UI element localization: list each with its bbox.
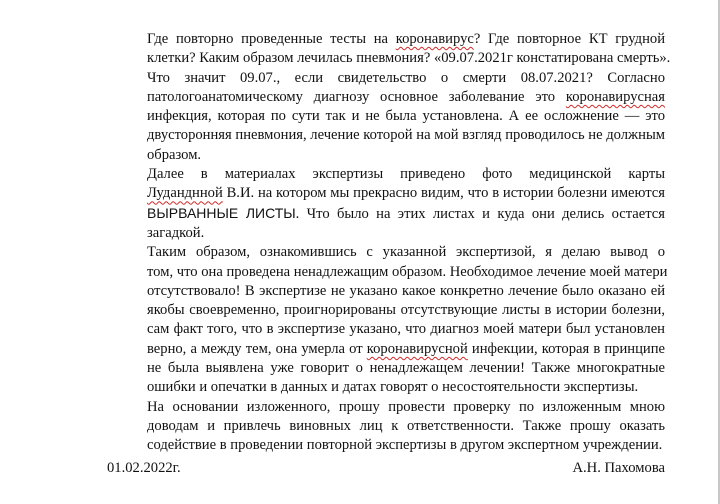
text-segment: инфекции, которая в принципе <box>467 340 666 357</box>
text-segment: образом. <box>147 146 202 163</box>
text-line <box>107 204 665 224</box>
text-line <box>107 398 665 417</box>
text-segment: содействие в проведении повторной экспертизы в другом экспертном учреждении. <box>147 437 663 454</box>
text-line <box>107 243 665 262</box>
text-line <box>107 184 665 203</box>
text-segment: патологоанатомическому диагнозу основное заболевание это <box>147 88 566 105</box>
paragraph <box>107 398 665 456</box>
text-line <box>107 69 665 88</box>
paragraph <box>107 30 671 165</box>
paragraph <box>107 243 668 397</box>
text-segment: не была выявлена уже говорит о ненадлежащем лечении! Также многократные <box>147 360 665 377</box>
spellcheck-flagged-word: Луданднной <box>147 185 223 202</box>
text-line <box>107 107 665 126</box>
text-line <box>107 224 665 243</box>
text-segment: отсутствовало! В экспертизе не указано какое конкретно лечение было оказано ей <box>147 282 665 299</box>
emphasized-text: ВЫРВАННЫЕ ЛИСТЫ <box>147 204 296 221</box>
text-segment: Таким образом, ознакомившись с указанной экспертизой, я делаю вывод о <box>147 244 665 261</box>
text-segment: Где повторно проведенные тесты на <box>147 31 396 47</box>
text-segment: На основании изложенного, прошу провести проверку по изложенным мною <box>147 398 665 415</box>
text-line <box>107 88 665 107</box>
text-segment: клетки? Каким образом лечилась пневмония? «09.07.2021г констатирована смерть». <box>147 50 671 67</box>
signature-name: А.Н. Пахомова <box>572 460 665 476</box>
document-date: 01.02.2022г. <box>107 460 181 476</box>
spellcheck-flagged-word: коронавирус <box>395 31 474 47</box>
text-line <box>107 49 671 68</box>
text-segment: доводам и привлечь виновных лиц к ответственности. Также прошу оказать <box>147 417 665 434</box>
text-segment: якобы своевременно, проигнорированы отсутствующие листы в истории болезни, <box>147 302 665 319</box>
text-line <box>107 320 665 339</box>
text-segment: Далее в материалах экспертизы приведено фото медицинской карты <box>147 166 665 183</box>
text-segment: двусторонняя пневмония, лечение которой на мой взгляд проводилось не должным <box>147 127 665 144</box>
text-line <box>107 126 665 145</box>
text-segment: ошибки и опечатки в данных и датах говорят о несостоятельности экспертизы. <box>147 379 639 396</box>
text-segment: загадкой. <box>147 224 205 241</box>
text-line <box>107 340 665 359</box>
text-line <box>107 436 665 455</box>
text-line <box>107 146 665 165</box>
text-segment: . Что было на этих листах и куда они делись остается <box>295 205 665 222</box>
text-segment: В.И. на котором мы прекрасно видим, что в истории болезни имеются <box>222 185 665 202</box>
text-segment: ? Где повторное КТ грудной <box>473 31 665 47</box>
text-segment: сам факт того, что в экспертизе указано, что диагноз моей матери был установлен <box>147 321 665 338</box>
text-line <box>107 282 665 301</box>
text-line <box>107 30 665 49</box>
paragraph <box>107 165 665 243</box>
text-segment: верно, а между тем, она умерла от <box>147 340 367 357</box>
text-line <box>107 263 668 282</box>
text-segment: инфекция, которая по сути так и не была установлена. А ее осложнение — это <box>147 108 665 125</box>
document-body <box>107 30 671 456</box>
text-segment: том, что она проведена ненадлежащим образом. Необходимое лечение моей матери <box>147 263 668 280</box>
text-line <box>107 378 665 397</box>
text-line <box>107 165 665 184</box>
text-line <box>107 359 665 378</box>
text-line <box>107 417 665 436</box>
text-line <box>107 301 665 320</box>
text-segment: Что значит 09.07., если свидетельство о смерти 08.07.2021? Согласно <box>147 69 665 86</box>
spellcheck-flagged-word: коронавирусной <box>366 340 468 357</box>
spellcheck-flagged-word: коронавирусная <box>565 88 665 105</box>
